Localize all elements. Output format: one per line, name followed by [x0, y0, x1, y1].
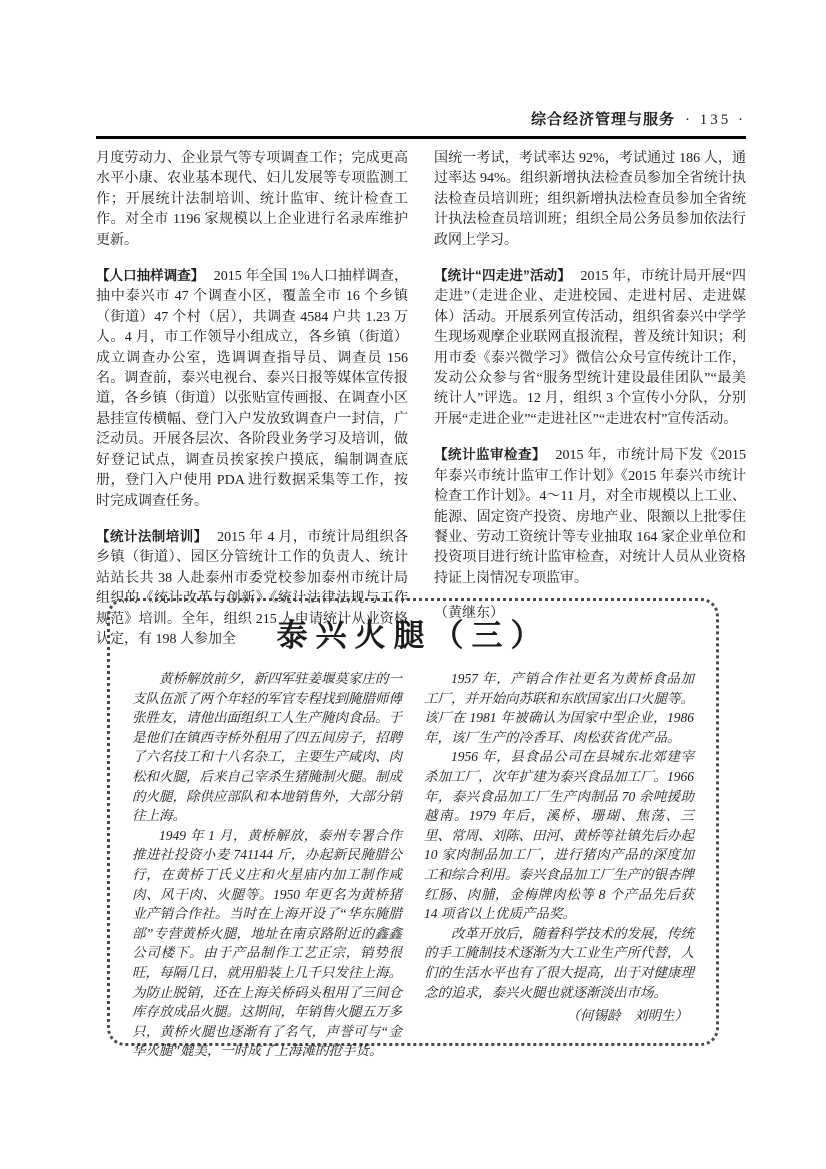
article-columns [110, 656, 716, 1061]
section-title: 综合经济管理与服务 [530, 111, 675, 128]
page-header [96, 108, 746, 139]
entry-text: 2015 年全国 1%人口抽样调查，抽中泰兴市 47 个调查小区，覆盖全市 16 个乡镇（街道）47 个村（居），共调查 4584 户共 1.23 万人。4 月，市工作领导小组成立，各乡镇（街道）成立调查办公室，选调调查指导员、调查员 156 名。调查前，泰兴电视台、泰兴日报等媒体宣传报道，各乡镇（街道）以张贴宣传画报、在调查小区悬挂宣传横幅、登门入户发放致调查户一封信，广泛动员。开展各层次、各阶段业务学习及培训，做好登记试点，调查员挨家挨户摸底，编制调查底册，登门入户使用 PDA 进行数据采集等工作，按时完成调查任务。 [96, 269, 408, 509]
entry-statistics-audit-inspection [434, 445, 746, 589]
article-paragraph: 改革开放后，随着科学技术的发展，传统的手工腌制技术逐渐为大工业生产所代替，人们的生活水平也有了很大提高，出于对健康理念的追求，泰兴火腿也就逐渐淡出市场。 [424, 925, 694, 1000]
entry-title: 【统计“四走进”活动】 [434, 268, 572, 284]
entry-text: 2015 年，市统计局开展“四走进”（走进企业、走进校园、走进村居、走进媒体）活动。开展系列宣传活动，组织省泰兴中学学生现场观摩企业联网直报流程，普及统计知识；利用市委《泰兴微学习》微信公众号宣传统计工作，发动公众参与省“服务型统计建设最佳团队”“最美统计人”评选。12 月，组织 3 个宣传小分队，分别开展“走进企业”“走进社区”“走进农村”宣传活动。 [434, 269, 746, 427]
entry-title: 【统计监审检查】 [434, 447, 547, 463]
article-column-left [132, 669, 402, 1061]
entry-text: 2015 年，市统计局下发《2015 年泰兴市统计监审工作计划》《2015 年泰兴市统计检查工作计划》。4～11 月，对全市规模以上工业、能源、固定资产投资、房地产业、限额以上批零住餐业、劳动工资统计等专业抽取 164 家企业单位和投资项目进行统计监审检查，对统计人员从业资格持证上岗情况专项监审。 [434, 448, 747, 586]
article-column-right [424, 669, 694, 1061]
article-byline: （何锡龄 刘明生） [566, 1008, 688, 1024]
page-number: · 135 · [685, 112, 746, 128]
continuation-paragraph: 国统一考试，考试率达 92%，考试通过 186 人，通过率达 94%。组织新增执法检查员参加全省统计执法检查员培训班；组织新增执法检查员参加全省统计执法检查员培训班；组织全局公务员参加依法行政网上学习。 [434, 151, 746, 248]
article-paragraph: 1957 年，产销合作社更名为黄桥食品加工厂，并开始向苏联和东欧国家出口火腿等。该厂在 1981 年被确认为国家中型企业，1986 年，该厂生产的冷香耳、肉松获省优产品。 [424, 671, 694, 745]
article-paragraph: 1956 年，县食品公司在县城东北郊建宰杀加工厂，次年扩建为泰兴食品加工厂。1966 年，泰兴食品加工厂生产肉制品 70 余吨援助越南。1979 年后，溪桥、珊瑚、焦荡、三里、常周、刘陈、田河、黄桥等社镇先后办起 10 家肉制品加工厂，进行猪肉产品的深度加工和综合利用。泰兴食品加工厂生产的银杏牌红肠、肉脯，金梅牌肉松等 8 个产品先后获 14 项省以上优质产品奖。 [424, 749, 694, 922]
entry-title: 【人口抽样调查】 [96, 268, 205, 284]
main-columns [96, 149, 746, 665]
continuation-paragraph: 月度劳动力、企业景气等专项调查工作；完成更高水平小康、农业基本现代、妇儿发展等专项监测工作；开展统计法制培训、统计监审、统计检查工作。对全市 1196 家规模以上企业进行名录库维护更新。 [96, 151, 408, 248]
article-title: 泰兴火腿（三） [276, 618, 550, 653]
entry-title: 【统计法制培训】 [96, 528, 208, 544]
entry-byline: （黄继东） [434, 606, 504, 622]
article-paragraph: 1949 年 1 月，黄桥解放，泰州专署合作推进社投资小麦 741144 斤，办起新民腌腊公行，在黄桥丁氏义庄和火星庙内加工制作咸肉、风干肉、火腿等。1950 年更名为黄桥猪业产销合作社。当时在上海开设了“华东腌腊部”专营黄桥火腿，地址在南京路附近的鑫鑫公司楼下。由于产品制作工艺正宗，销势很旺，每隔几日，就用船装上几千只发往上海。为防止脱销，还在上海关桥码头租用了三间仓库存放成品火腿。这期间，年销售火腿五万多只，黄桥火腿也逐渐有了名气，声誉可与“金华火腿”媲美，一时成了上海滩的抢手货。 [132, 827, 402, 1059]
page-content [96, 108, 746, 665]
article-paragraph: 黄桥解放前夕，新四军驻姜堰莫家庄的一支队伍派了两个年轻的军官专程找到腌腊师傅张胜友，请他出面组织工人生产腌肉食品。于是他们在镇西寺桥外租用了四五间房子，招聘了六名技工和十八名杂工，主要生产咸肉、肉松和火腿，后来自己宰杀生猪腌制火腿。制成的火腿，除供应部队和本地销售外，大部分销往上海。 [132, 671, 402, 824]
entry-population-sample-survey [96, 266, 408, 512]
article-box [107, 598, 719, 1059]
column-left [96, 149, 408, 665]
entry-text: 2015 年 4 月，市统计局组织各乡镇（街道）、园区分管统计工作的负责人、统计站站长共 38 人赴泰州市委党校参加泰州市统计局组织的《统计改革与创新》《统计法律法规与工作规范》培训。全年，组织 215 人申请统计从业资格认定，有 198 人参加全 [96, 529, 408, 647]
entry-four-visits-activity [434, 266, 746, 430]
column-right [434, 149, 746, 665]
